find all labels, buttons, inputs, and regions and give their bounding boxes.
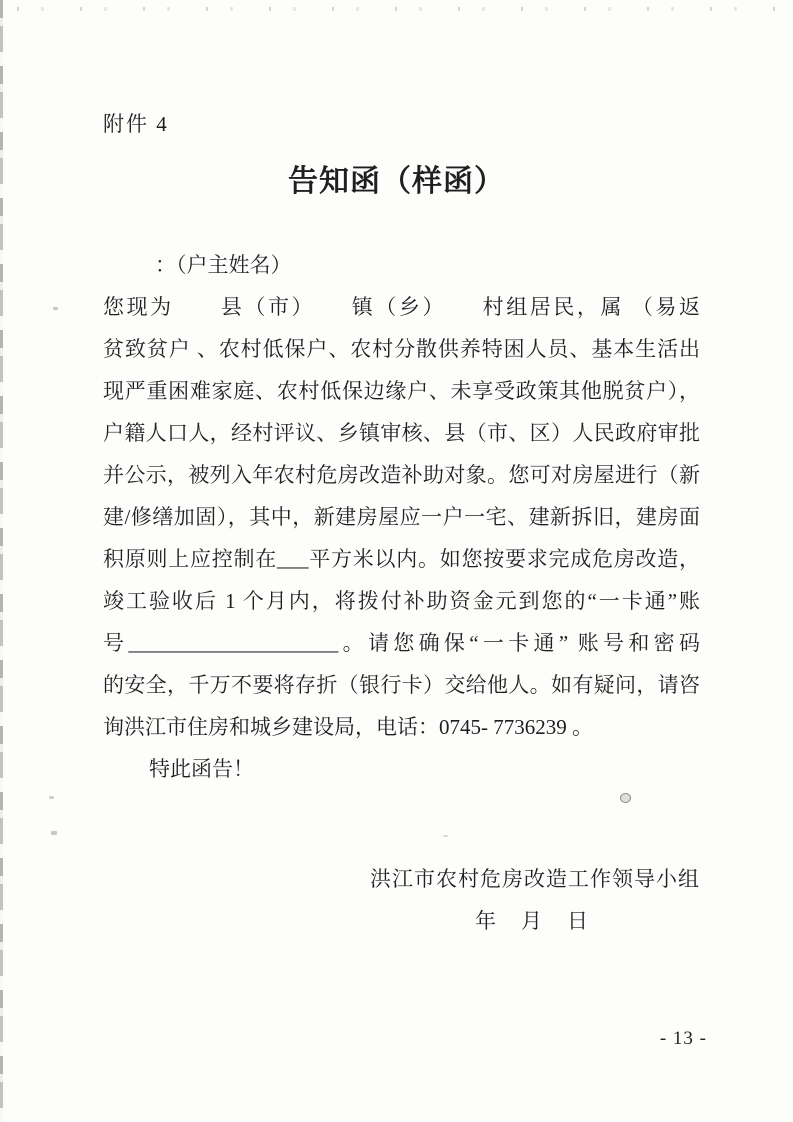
body-line: 现严重困难家庭、农村低保边缘户、未享受政策其他脱贫户），: [103, 379, 700, 403]
page-number: - 13 -: [659, 1028, 707, 1049]
signature-line: 洪江市农村危房改造工作领导小组: [370, 867, 700, 891]
body-line: 号____________________。请您确保“一卡通” 账号和密码: [103, 631, 700, 655]
body-line: 竣工验收后 1 个月内，将拨付补助资金元到您的“一卡通”账: [103, 589, 700, 613]
scan-smudge: [620, 793, 631, 803]
body-line: 您现为 县（市） 镇（乡） 村组居民，属 （易返: [103, 295, 700, 319]
scan-speck: [49, 796, 54, 799]
date-line: 年 月 日: [475, 909, 590, 933]
attachment-label: 附件 4: [103, 112, 169, 136]
scan-speck: [443, 835, 448, 837]
body-line: 的安全，千万不要将存折（银行卡）交给他人。如有疑问，请咨: [103, 673, 700, 697]
scan-noise-artifact-top: [0, 7, 793, 11]
body-line: 积原则上应控制在___平方米以内。如您按要求完成危房改造，: [103, 547, 700, 571]
closing-line: 特此函告！: [149, 757, 254, 781]
document-title: 告知函（样函）: [288, 165, 505, 198]
salutation-line: ：（户主姓名）: [155, 253, 292, 277]
scan-speck: [53, 307, 58, 310]
document-body: [103, 244, 700, 942]
body-line: 建/修缮加固），其中，新建房屋应一户一宅、建新拆旧，建房面: [103, 505, 700, 529]
body-line: 并公示，被列入年农村危房改造补助对象。您可对房屋进行（新: [103, 463, 700, 487]
body-line: 贫致贫户 、农村低保户、农村分散供养特困人员、基本生活出: [103, 337, 700, 361]
scan-speck: [51, 831, 57, 835]
body-line: 询洪江市住房和城乡建设局，电话：0745- 7736239 。: [103, 715, 593, 739]
body-line: 户籍人口人，经村评议、乡镇审核、县（市、区）人民政府审批: [103, 421, 700, 445]
